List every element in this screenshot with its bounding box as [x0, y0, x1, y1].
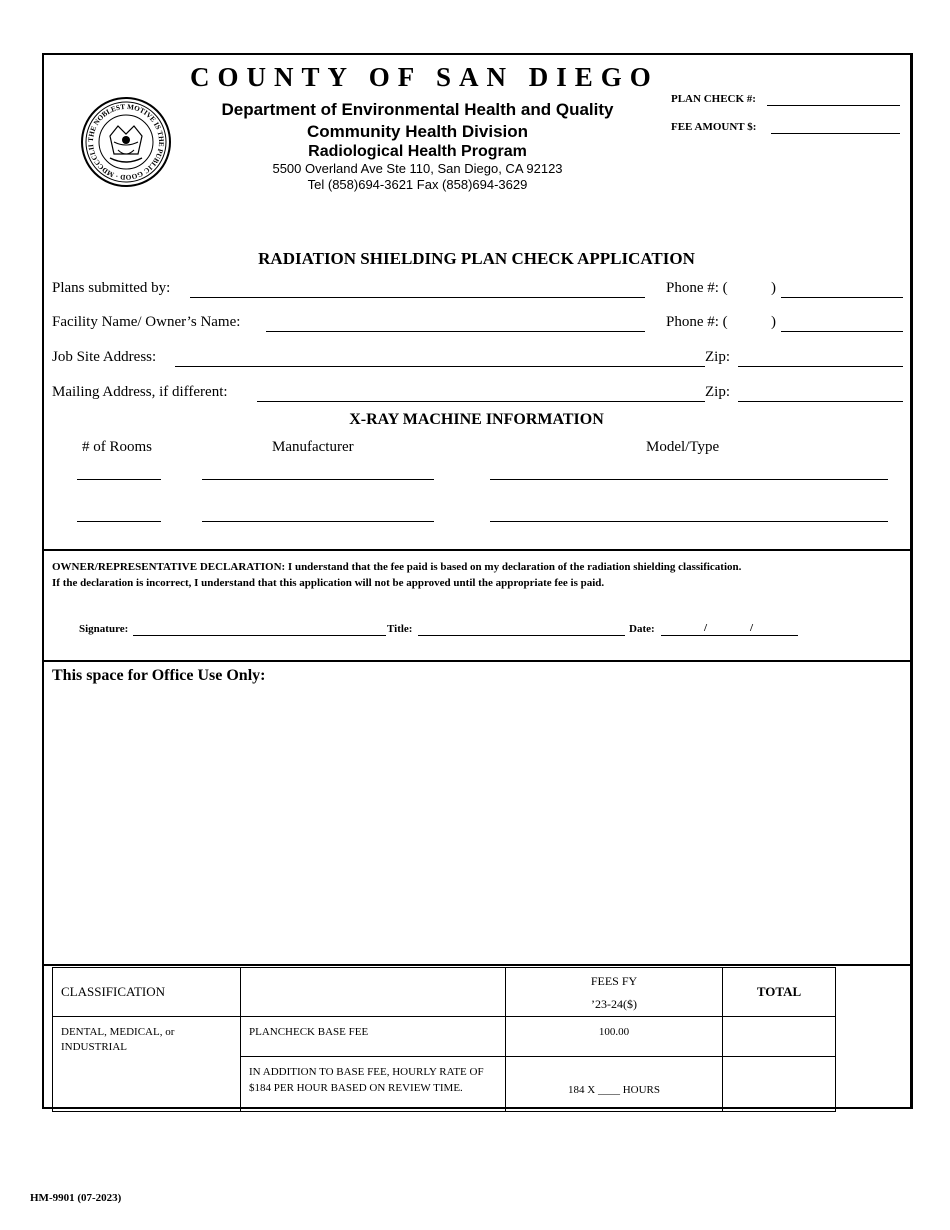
zip-label-1: Zip: — [705, 349, 730, 365]
model-type-column-header: Model/Type — [646, 439, 720, 455]
fee-amount-label: FEE AMOUNT $: — [671, 121, 757, 133]
plan-check-field[interactable] — [767, 105, 900, 106]
section-divider-declaration — [42, 549, 911, 551]
hourly-fee-total-cell[interactable] — [723, 1057, 836, 1112]
fees-fy-header — [506, 968, 723, 1017]
date-separator-2: / — [750, 622, 754, 634]
fees-fy-line-2: ’23-24($) — [591, 997, 637, 1011]
base-fee-label: PLANCHECK BASE FEE — [241, 1017, 506, 1057]
zip-field-1[interactable] — [738, 366, 903, 367]
section-divider-fees — [42, 964, 911, 966]
classification-header: CLASSIFICATION — [53, 968, 241, 1017]
manufacturer-column-header: Manufacturer — [272, 439, 354, 455]
manufacturer-field-1[interactable] — [202, 479, 434, 480]
model-type-field-1[interactable] — [490, 479, 888, 480]
rooms-field-1[interactable] — [77, 479, 161, 480]
zip-label-2: Zip: — [705, 384, 730, 400]
date-label: Date: — [629, 623, 655, 635]
base-fee-row — [53, 1017, 836, 1057]
fees-table — [52, 967, 836, 1112]
section-divider-office-use — [42, 660, 911, 662]
program-name: Radiological Health Program — [308, 143, 527, 160]
zip-field-2[interactable] — [738, 401, 903, 402]
svg-text:THE NOBLEST MOTIVE IS THE PUBL: THE NOBLEST MOTIVE IS THE PUBLIC GOOD · MDCCCLII — [86, 102, 166, 182]
title-label: Title: — [387, 623, 413, 635]
facility-owner-label: Facility Name/ Owner’s Name: — [52, 314, 241, 330]
xray-section-title: X-RAY MACHINE INFORMATION — [349, 411, 604, 428]
declaration-line-2: If the declaration is incorrect, I understand that this application will not be approved until the appropriate fee is paid. — [52, 577, 605, 589]
county-name: COUNTY OF SAN DIEGO — [190, 62, 659, 92]
mailing-address-label: Mailing Address, if different: — [52, 384, 228, 400]
form-title: RADIATION SHIELDING PLAN CHECK APPLICATION — [258, 249, 695, 268]
phone-label-2: Phone #: ( — [666, 314, 728, 330]
phone-field-2[interactable] — [781, 331, 903, 332]
facility-owner-field[interactable] — [266, 331, 645, 332]
date-separator-1: / — [704, 622, 708, 634]
signature-field[interactable] — [133, 635, 386, 636]
phone-field-1[interactable] — [781, 297, 903, 298]
fees-header-row — [53, 968, 836, 1017]
date-field[interactable] — [661, 635, 798, 636]
fee-amount-field[interactable] — [771, 133, 900, 134]
mailing-address-field[interactable] — [257, 401, 705, 402]
job-site-field[interactable] — [175, 366, 705, 367]
declaration-line-1: OWNER/REPRESENTATIVE DECLARATION: I understand that the fee paid is based on my declaration of the radiation shielding classification. — [52, 561, 742, 573]
office-use-label: This space for Office Use Only: — [52, 667, 266, 684]
title-field[interactable] — [418, 635, 625, 636]
fee-description-header — [241, 968, 506, 1017]
base-fee-total-cell[interactable] — [723, 1017, 836, 1057]
rooms-field-2[interactable] — [77, 521, 161, 522]
signature-label: Signature: — [79, 623, 129, 635]
hourly-fee-value: 184 X ____ HOURS — [506, 1057, 723, 1112]
phone-paren-close-2: ) — [771, 314, 776, 330]
fees-fy-line-1: FEES FY — [590, 974, 638, 988]
model-type-field-2[interactable] — [490, 521, 888, 522]
division-name: Community Health Division — [306, 122, 529, 141]
manufacturer-field-2[interactable] — [202, 521, 434, 522]
plan-check-label: PLAN CHECK #: — [671, 93, 756, 105]
plans-submitted-field[interactable] — [190, 297, 645, 298]
classification-value: DENTAL, MEDICAL, or INDUSTRIAL — [53, 1017, 241, 1112]
office-contact: Tel (858)694-3621 Fax (858)694-3629 — [307, 177, 528, 192]
base-fee-value: 100.00 — [506, 1017, 723, 1057]
total-header: TOTAL — [723, 968, 836, 1017]
department-name: Department of Environmental Health and Quality — [221, 100, 614, 119]
county-seal-logo — [80, 96, 172, 188]
rooms-column-header: # of Rooms — [82, 439, 153, 455]
phone-label-1: Phone #: ( — [666, 280, 728, 296]
form-number: HM-9901 (07-2023) — [30, 1192, 122, 1204]
office-address: 5500 Overland Ave Ste 110, San Diego, CA 92123 — [272, 161, 563, 176]
job-site-label: Job Site Address: — [52, 349, 157, 365]
hourly-fee-label: IN ADDITION TO BASE FEE, HOURLY RATE OF $184 PER HOUR BASED ON REVIEW TIME. — [241, 1057, 506, 1112]
phone-paren-close-1: ) — [771, 280, 776, 296]
plans-submitted-label: Plans submitted by: — [52, 280, 171, 296]
